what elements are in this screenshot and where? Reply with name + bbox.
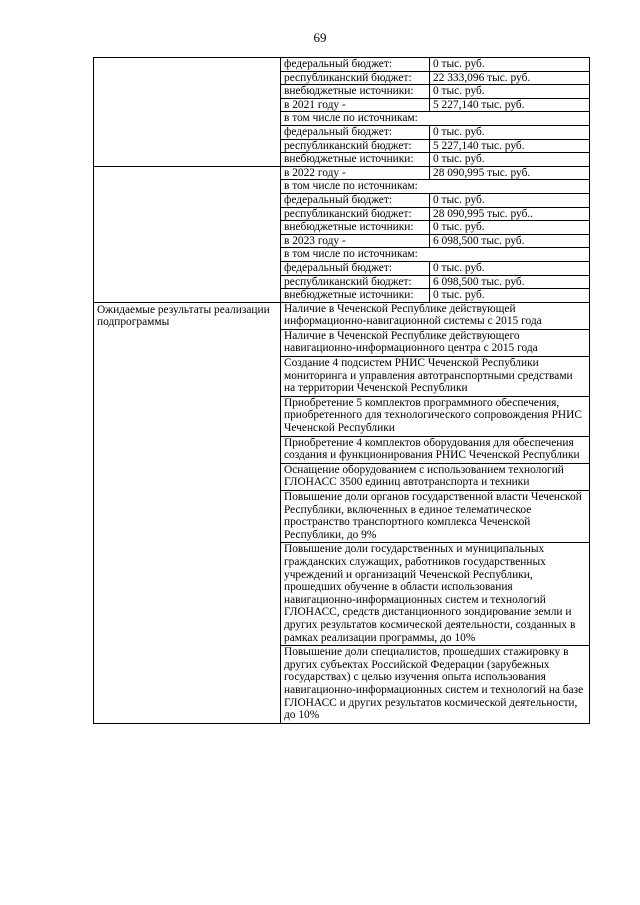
financing-amount: 0 тыс. руб. — [433, 289, 485, 302]
financing-amount: 0 тыс. руб. — [433, 125, 485, 138]
financing-source-label: внебюджетные источники: — [281, 289, 430, 302]
expected-result-item: Повышение доли специалистов, прошедших стажировку в других субъектах Российской Федерации (зарубежных государствах) с целью изучения опыта использования навигационно-информационных систем и технологий на базе ГЛОНАСС и других результатов космической деятельности, до 10% — [284, 646, 584, 722]
subprogram-table — [93, 57, 590, 724]
financing-line — [281, 248, 589, 262]
financing-block-1 — [281, 58, 590, 167]
financing-block-2 — [281, 166, 590, 302]
financing-line — [281, 112, 589, 126]
financing-line — [281, 235, 589, 249]
financing-amount: 6 098,500 тыс. руб. — [433, 275, 525, 288]
financing-amount: 0 тыс. руб. — [433, 193, 485, 206]
financing-source-label: в том числе по источникам: — [284, 180, 418, 193]
financing-line — [281, 153, 589, 166]
financing-source-label: внебюджетные источники: — [281, 153, 430, 166]
results-label: Ожидаемые результаты реализации подпрограммы — [94, 302, 281, 723]
financing-line — [281, 289, 589, 302]
financing-amount: 0 тыс. руб. — [433, 85, 485, 98]
financing-source-label: в том числе по источникам: — [284, 112, 418, 125]
financing-amount: 0 тыс. руб. — [433, 261, 485, 274]
financing-source-label: в 2023 году - — [281, 235, 430, 248]
financing-source-label: республиканский бюджет: — [281, 208, 430, 221]
financing-line — [281, 85, 589, 99]
expected-result-item: Наличие в Чеченской Республике действующей информационно-навигационной системы с 2015 года — [281, 303, 589, 330]
expected-result-item: Приобретение 4 комплектов оборудования для обеспечения создания и функционирования РНИС Чеченской Республики — [281, 437, 589, 464]
financing-amount: 22 333,096 тыс. руб. — [433, 71, 531, 84]
financing-amount: 0 тыс. руб. — [433, 221, 485, 234]
financing-source-label: федеральный бюджет: — [281, 58, 430, 71]
financing-amount: 28 090,995 тыс. руб.. — [433, 207, 534, 220]
financing-source-label: федеральный бюджет: — [281, 262, 430, 275]
page-number: 69 — [313, 30, 327, 45]
financing-line — [281, 58, 589, 72]
financing-source-label: в 2021 году - — [281, 99, 430, 112]
financing-source-label: республиканский бюджет: — [281, 72, 430, 85]
financing-line — [281, 72, 589, 86]
expected-result-item: Повышение доли органов государственной власти Чеченской Республики, включенных в единое телематическое пространство транспортного комплекса Чеченской Республики, до 9% — [281, 491, 589, 543]
financing-amount: 28 090,995 тыс. руб. — [433, 166, 531, 179]
financing-source-label: республиканский бюджет: — [281, 276, 430, 289]
financing-line — [281, 140, 589, 154]
financing-source-label: в том числе по источникам: — [284, 248, 418, 261]
financing-line — [281, 180, 589, 194]
financing-row-1-label — [94, 58, 281, 167]
expected-result-item: Приобретение 5 комплектов программного обеспечения, приобретенного для технологического сопровождения РНИС Чеченской Республики — [281, 397, 589, 437]
financing-source-label: федеральный бюджет: — [281, 194, 430, 207]
expected-result-item: Наличие в Чеченской Республике действующего навигационно-информационного центра с 2015 года — [281, 330, 589, 357]
financing-line — [281, 167, 589, 181]
financing-line — [281, 194, 589, 208]
financing-source-label: республиканский бюджет: — [281, 140, 430, 153]
expected-result-item: Создание 4 подсистем РНИС Чеченской Республики мониторинга и управления автотранспортными средствами на территории Чеченской Республики — [281, 357, 589, 397]
financing-amount: 0 тыс. руб. — [433, 153, 485, 166]
financing-line — [281, 262, 589, 276]
financing-amount: 5 227,140 тыс. руб. — [433, 139, 525, 152]
expected-result-item: Оснащение оборудованием с использованием технологий ГЛОНАСС 3500 единиц автотранспорта и техники — [281, 464, 589, 491]
financing-amount: 0 тыс. руб. — [433, 58, 485, 70]
financing-amount: 5 227,140 тыс. руб. — [433, 98, 525, 111]
expected-result-item: Повышение доли государственных и муниципальных гражданских служащих, работников государственных учреждений и организаций Чеченской Республики, прошедших обучение в области использования навигационно-информационных систем и технологий ГЛОНАСС, средств дистанционного зондирование земли и других результатов космической деятельности, созданных в рамках реализации программы, до 10% — [281, 543, 589, 646]
financing-line — [281, 208, 589, 222]
financing-source-label: федеральный бюджет: — [281, 126, 430, 139]
financing-row-2 — [94, 166, 590, 302]
financing-source-label: внебюджетные источники: — [281, 221, 430, 234]
financing-source-label: в 2022 году - — [281, 167, 430, 180]
financing-amount: 6 098,500 тыс. руб. — [433, 234, 525, 247]
financing-line — [281, 126, 589, 140]
financing-row-1 — [94, 58, 590, 167]
results-list — [281, 302, 590, 723]
results-row — [94, 302, 590, 723]
financing-line — [281, 276, 589, 290]
financing-row-2-label — [94, 166, 281, 302]
financing-line — [281, 221, 589, 235]
financing-line — [281, 99, 589, 113]
financing-source-label: внебюджетные источники: — [281, 85, 430, 98]
